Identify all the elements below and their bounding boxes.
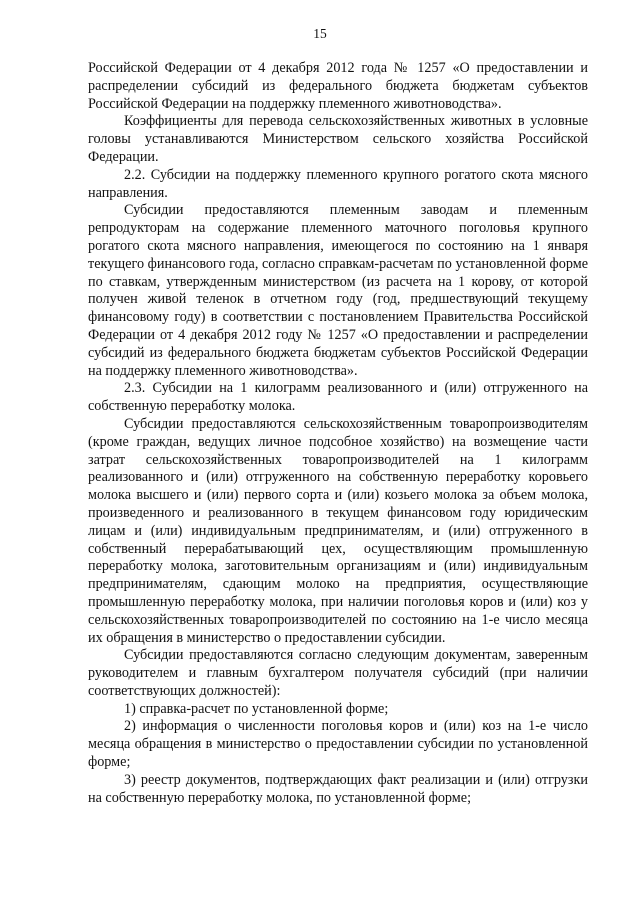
paragraph-continuation: Российской Федерации от 4 декабря 2012 года № 1257 «О предоставлении и распределении субсидий из федерального бюджета бюджетам субъектов Российской Федерации на поддержку племенного животноводства». [88, 60, 588, 112]
section-heading-2-2: 2.2. Субсидии на поддержку племенного крупного рогатого скота мясного направления. [88, 166, 588, 201]
document-body [88, 60, 588, 807]
list-item-2: 2) информация о численности поголовья коров и (или) коз на 1-е число месяца обращения в министерство о предоставлении субсидии по установленной форме; [88, 718, 588, 771]
section-heading-2-3: 2.3. Субсидии на 1 килограмм реализованного и (или) отгруженного на собственную переработку молока. [88, 380, 588, 415]
paragraph-milk-subsidy: Субсидии предоставляются сельскохозяйственным товаропроизводителям (кроме граждан, ведущих личное подсобное хозяйство) на возмещение части затрат сельскохозяйственных товаропроизводителей на 1 килограмм реализованного и (или) отгруженного на собственную переработку коровьего молока высшего и (или) первого сорта и (или) козьего молока за объем молока, произведенного и реализованного в текущем финансовом году юридическим лицам и (или) индивидуальным предпринимателям, и (или) отгруженного в собственный перерабатывающий цех, осуществляющим промышленную переработку молока, заготовительным организациям и (или) индивидуальным предпринимателям, сдающим молоко на предприятия, осуществляющие промышленную переработку молока, при наличии поголовья коров и (или) коз у сельскохозяйственных товаропроизводителей по состоянию на 1-е число месяца их обращения в министерство о предоставлении субсидии. [88, 415, 588, 646]
list-item-1: 1) справка-расчет по установленной форме; [124, 700, 389, 717]
list-item-3: 3) реестр документов, подтверждающих факт реализации и (или) отгрузки на собственную переработку молока, по установленной форме; [88, 771, 588, 806]
paragraph-beef-cattle-subsidy: Субсидии предоставляются племенным заводам и племенным репродукторам на содержание племенного маточного поголовья крупного рогатого скота мясного направления, имеющегося по состоянию на 1 января текущего финансового года, согласно справкам-расчетам по установленной форме по ставкам, утвержденным министерством (из расчета на 1 корову, от которой получен живой теленок в отчетном году (год, предшествующий текущему финансовому году) в соответствии с постановлением Правительства Российской Федерации от 4 декабря 2012 году № 1257 «О предоставлении и распределении субсидий из федерального бюджета бюджетам субъектов Российской Федерации на поддержку племенного животноводства». [88, 202, 588, 379]
page-number: 15 [313, 26, 327, 41]
paragraph-documents-intro: Субсидии предоставляются согласно следующим документам, заверенным руководителем и главным бухгалтером получателя субсидий (при наличии соответствующих должностей): [88, 647, 588, 699]
paragraph-coefficients: Коэффициенты для перевода сельскохозяйственных животных в условные головы устанавливаются Министерством сельского хозяйства Российской Федерации. [88, 113, 588, 165]
